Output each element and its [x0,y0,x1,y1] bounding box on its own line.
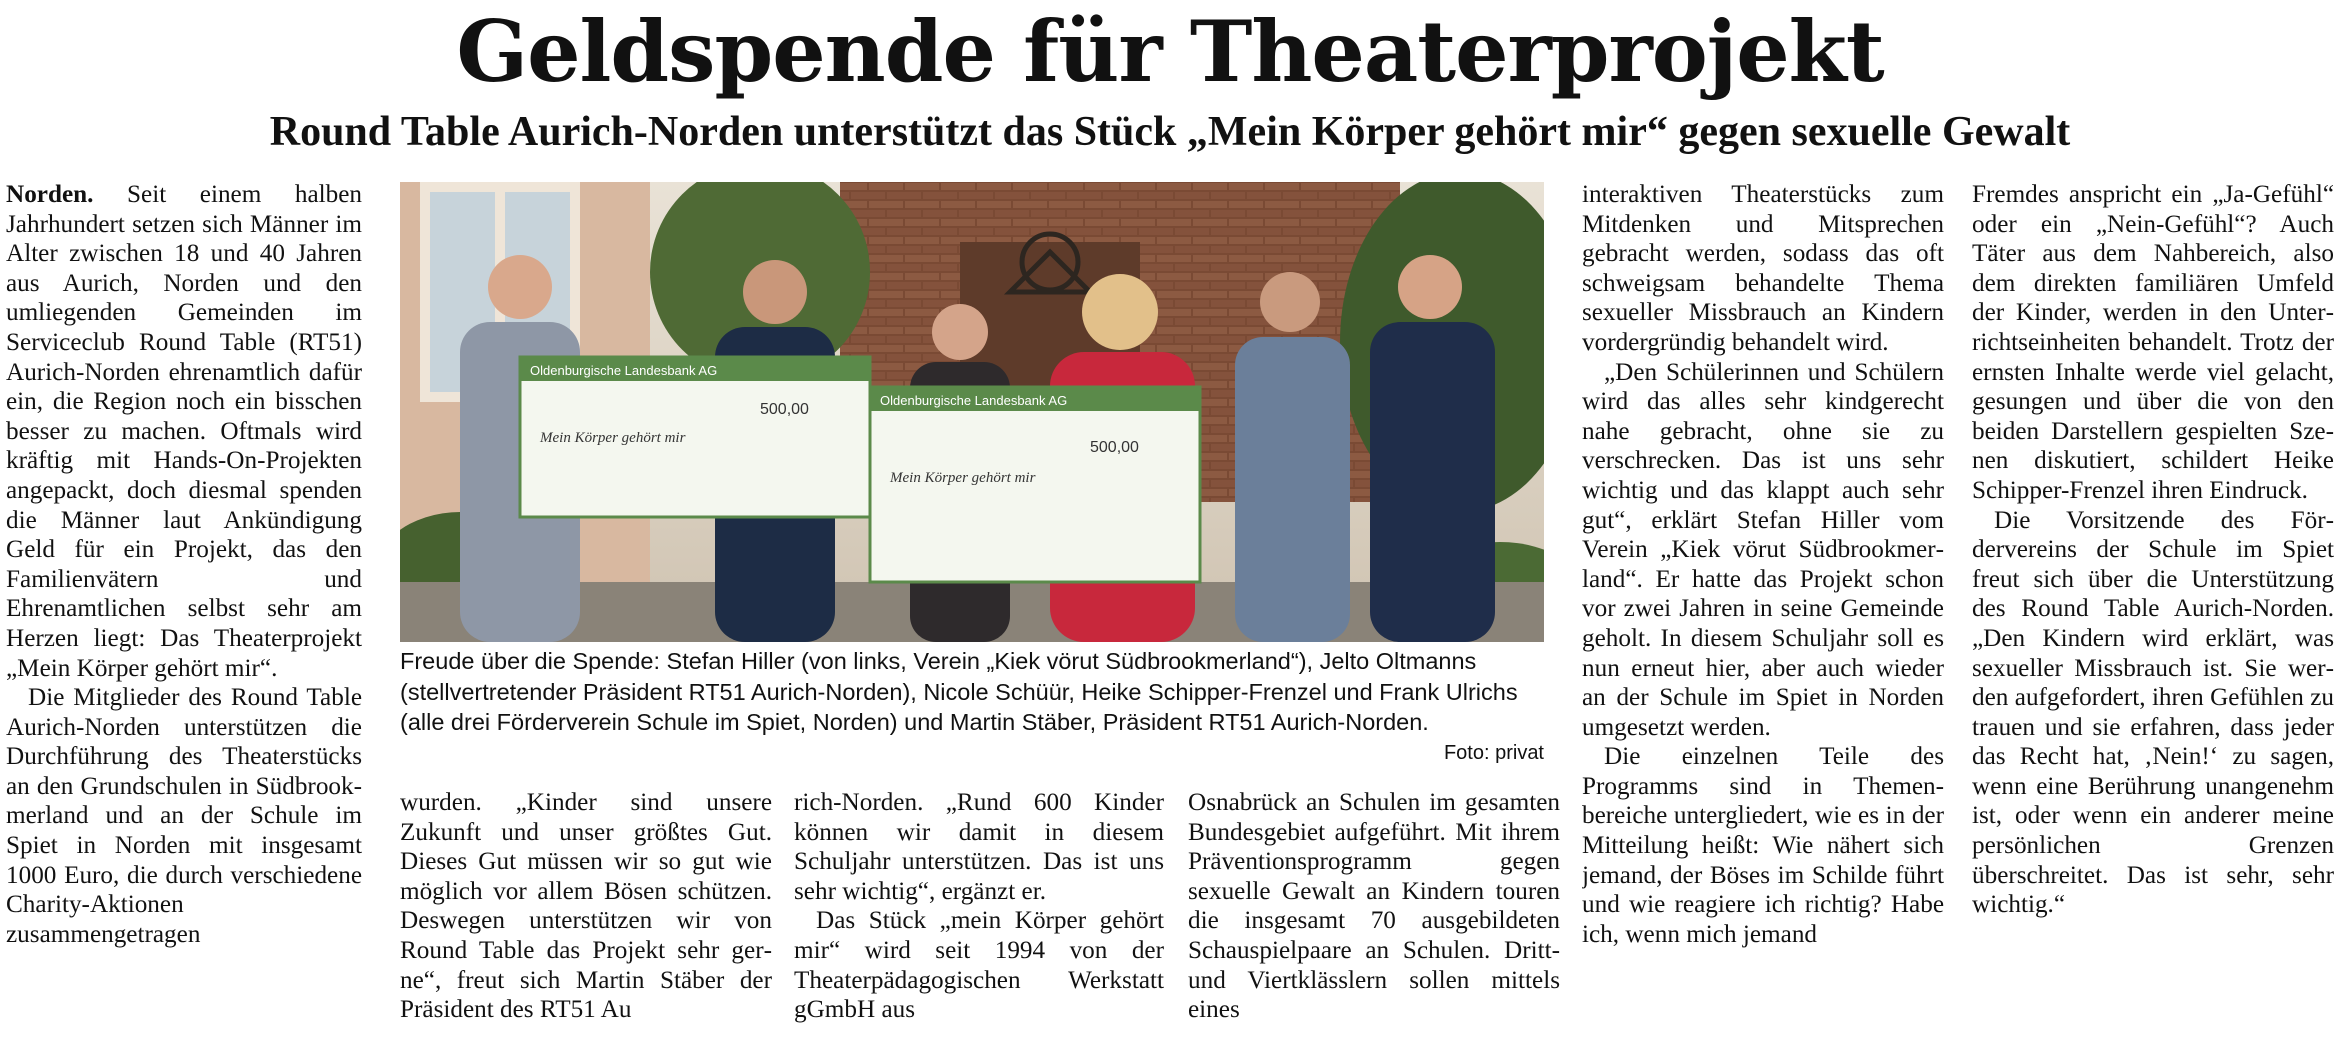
paragraph-text: Seit einem halben Jahrhundert setzen sich Männer im Alter zwischen 18 und 40 Jahren aus Aurich, Norden und den umliegenden Gemeinden im Serviceclub Round Table (RT51) Aurich-Norden ehrenamtlich dafür ein, die Region noch ein bisschen besser zu machen. Oftmals wird kräftig mit Hands-On-Projekten angepackt, doch diesmal spenden die Männer laut Ankündigung Geld für ein Projekt, das den Familienvätern und Ehrenamtlichen selbst sehr am Herzen liegt: Das Theaterprojekt „Mein Körper gehört mir“. [6,181,362,682]
dateline: Norden. [6,181,94,208]
paragraph [6,180,362,683]
subheadline: Round Table Aurich-Norden unterstützt das Stück „Mein Körper gehört mir“ gegen sexuelle Gewalt [269,109,2071,155]
cheque-2-amount: 500,00 [1090,439,1139,456]
paragraph: wurden. „Kinder sind unsere Zukunft und unser größtes Gut. Dieses Gut müssen wir so gut wie möglich vor allem Bösen schützen. Deswegen unterstützen wir von Round Table das Projekt sehr gerne“, freut sich Martin Stäber der Präsident des RT51 Au [400,789,772,1024]
paragraph: Das Stück „mein Körper gehört mir“ wird seit 1994 von der Theaterpädagogischen Werkstatt gGmbH aus [794,907,1164,1024]
article-photo [400,182,1544,642]
photo-credit: Foto: privat [1443,742,1544,764]
paragraph: Die einzelnen Teile des Programms sind in Themenbereiche untergliedert, wie es in der Mitteilung heißt: Wie nähert sich jemand, der Böses im Schilde führt und wie reagiere ich richtig? Habe ich, wenn mich jemand [1582,743,1944,948]
paragraph: Die Vorsitzende des Fördervereins der Schule im Spiet freut sich über die Unterstützung des Round Table Aurich-Norden. „Den Kindern wird erklärt, was sexueller Missbrauch ist. Sie werden aufgefordert, ihren Gefühlen zu trauen und sie erfahren, dass jeder das Recht hat, ‚Nein!‘ zu sagen, wenn eine Berührung unangenehm ist, oder wenn ein anderer meine persönlichen Grenzen überschreitet. Das ist sehr, sehr wichtig.“ [1972,506,2334,919]
article-column-5 [1582,180,1944,1056]
cheque-2-bank: Oldenburgische Landesbank AG [880,393,1068,408]
paragraph: „Den Schülerinnen und Schülern wird das alles sehr kindgerecht nahe gebracht, ohne sie zu verschrecken. Das ist uns sehr wichtig und das klappt auch sehr gut“, erklärt Stefan Hiller vom Verein „Kiek vörut Südbrookmerland“. Er hatte das Projekt schon vor zwei Jahren in seine Gemeinde geholt. In diesem Schuljahr soll es nun erneut hier, aber auch wieder an der Schule im Spiet in Norden umgesetzt werden. [1582,358,1944,741]
article-column-2 [400,788,772,1056]
cheque-1-text: Mein Körper gehört mir [540,430,686,446]
cheque-1-bank: Oldenburgische Landesbank AG [530,363,718,378]
article-column-6 [1972,180,2334,1056]
headline: Geldspende für Theaterprojekt [456,2,1884,101]
article-column-3 [794,788,1164,1056]
paragraph: interaktiven Theaterstücks zum Mitdenken und Mitsprechen gebracht werden, sodass das oft schweigsam behandelte Thema sexueller Missbrauch an Kindern vordergründig behandelt wird. [1582,181,1944,356]
paragraph: Die Mitglieder des Round Table Aurich-Norden unterstützen die Durchführung des Theaterstücks an den Grundschulen in Südbrookmerland und an der Schule im Spiet in Norden mit insgesamt 1000 Euro, die durch verschiedene Charity-Aktionen zusammengetragen [6,684,362,948]
paragraph: Fremdes anspricht ein „Ja-Gefühl“ oder ein „Nein-Gefühl“? Auch Täter aus dem Nahbereich, also dem direkten familiären Umfeld der Kinder, werden in den Unterrichtseinheiten behandelt. Trotz der ernsten Inhalte werde viel gelacht, gesungen und über die von den beiden Darstellern gespielten Szenen diskutiert, schildert Heike Schipper-Frenzel ihren Eindruck. [1972,181,2334,504]
article-column-1 [6,180,362,1056]
photo-caption: Freude über die Spende: Stefan Hiller (von links, Verein „Kiek vörut Südbrookmerland“), Jelto Oltmanns (stellvertretender Präsident RT51 Aurich-Norden), Nicole Schüür, Heike Schipper-Frenzel und Frank Ulrichs (alle drei Förderverein Schule im Spiet, Norden) und Martin Stäber, Präsident RT51 Aurich-Norden. [400,648,1518,735]
cheque-2-text: Mein Körper gehört mir [890,470,1036,486]
cheque-1-amount: 500,00 [760,401,809,418]
paragraph: Osnabrück an Schulen im gesamten Bundesgebiet aufgeführt. Mit ihrem Präventionsprogramm gegen sexuelle Gewalt an Kindern touren die insgesamt 70 ausgebildeten Schauspielpaare an Schulen. Dritt- und Viertklässlern sollen mittels eines [1188,789,1560,1024]
article-column-4 [1188,788,1560,1056]
paragraph: rich-Norden. „Rund 600 Kinder können wir damit in diesem Schuljahr unterstützen. Das ist uns sehr wichtig“, ergänzt er. [794,789,1164,905]
